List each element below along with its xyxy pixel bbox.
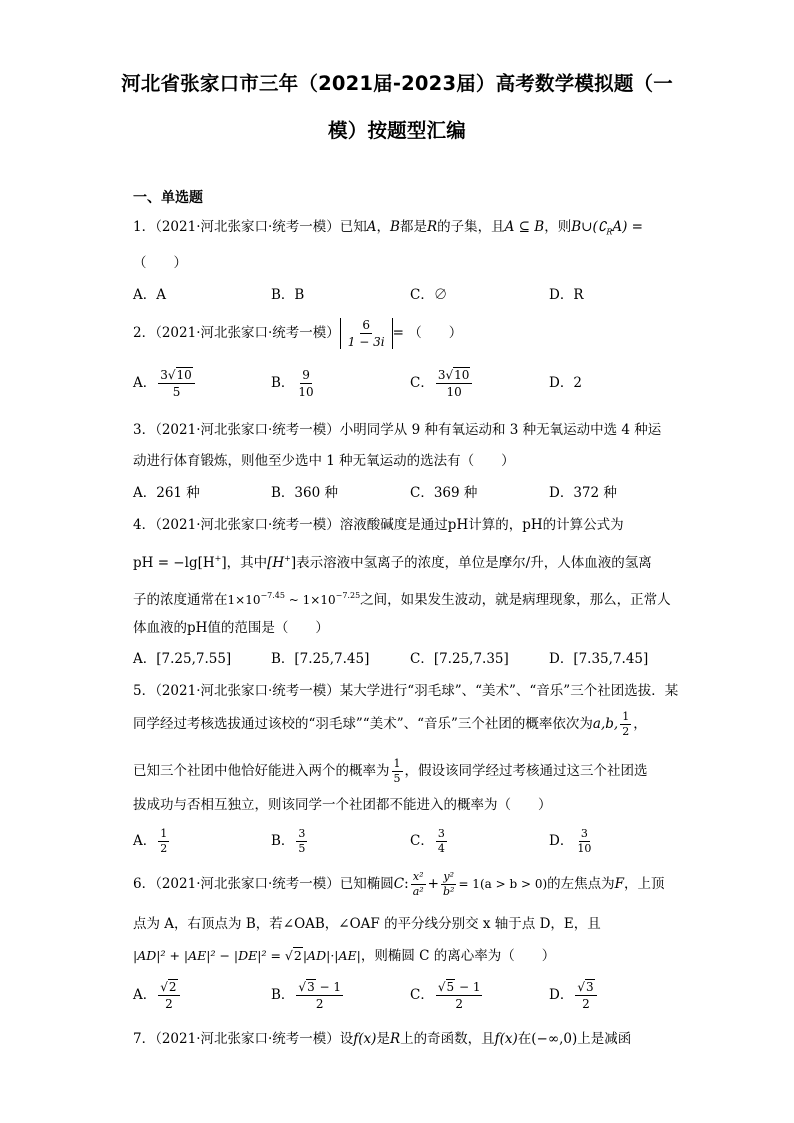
q4-option-c: C．[7.25,7.35] bbox=[410, 651, 509, 667]
section-heading: 一、单选题 bbox=[133, 190, 203, 206]
q5-option-a: A． $\frac{1}{2}$ bbox=[133, 827, 168, 855]
question-3: 3．（2021·河北张家口·统考一模）小明同学从 9 种有氧运动和 3 种无氧运动中选 4 种运 bbox=[133, 422, 662, 438]
q2-abs: $\frac{6}{1 - 3i}$ bbox=[340, 318, 393, 349]
question-2: 2．（2021·河北张家口·统考一模） $\frac{6}{1 - 3i}$ = （ ） bbox=[133, 318, 463, 349]
q6-option-b: B． $\frac{√3 - 1}{2}$ bbox=[271, 980, 342, 1011]
q3-option-a: A．261 种 bbox=[133, 485, 200, 501]
q3-option-d: D．372 种 bbox=[549, 485, 617, 501]
q3-option-b: B．360 种 bbox=[271, 485, 338, 501]
question-4: 4．（2021·河北张家口·统考一模）溶液酸碱度是通过pH计算的，pH的计算公式为 bbox=[133, 517, 624, 533]
q1-option-a: A．A bbox=[133, 287, 166, 303]
q2-option-d: D．2 bbox=[549, 375, 582, 391]
q1-source: （2021·河北张家口·统考一模） bbox=[155, 219, 340, 235]
q6-option-d: D． $\frac{√3}{2}$ bbox=[549, 978, 599, 1012]
q1-paren: （ ） bbox=[133, 255, 187, 271]
q6-line2: 点为 A，右顶点为 B，若∠OAB，∠OAF 的平分线分别交 x 轴于点 D，E，且 bbox=[133, 916, 601, 932]
q5-line4: 拔成功与否相互独立，则该同学一个社团都不能进入的概率为（ ） bbox=[133, 797, 552, 813]
q5-line3: 已知三个社团中他恰好能进入两个的概率为 $\frac{1}{5}$ ，假设该同学经过考核通过这三个社团选 bbox=[133, 757, 648, 785]
q5-line2: 同学经过考核选拔通过该校的“羽毛球”“美术”、“音乐”三个社团的概率依次为a,b, $\frac{1}{2}$ ， bbox=[133, 710, 647, 738]
q4-option-b: B．[7.25,7.45] bbox=[271, 651, 370, 667]
q1-option-b: B．B bbox=[271, 287, 305, 303]
q2-option-a: A． $\frac{3√10}{5}$ bbox=[133, 366, 197, 400]
q6-option-a: A． $\frac{√2}{2}$ bbox=[133, 978, 182, 1012]
q4-line3: 子的浓度通常在$1\times 10^{-7.45}$ ~ $1\times 10^{-7.25}$之间，如果发生波动，就是病理现象，那么，正常人 bbox=[133, 591, 671, 608]
doc-title-line2: 模）按题型汇编 bbox=[328, 119, 466, 142]
q4-line4: 体血液的pH值的范围是（ ） bbox=[133, 620, 329, 636]
q4-line2: pH = −lg[H+]，其中[H+]表示溶液中氢离子的浓度，单位是摩尔/升，人体血液的氢离 bbox=[133, 554, 652, 571]
q4-option-d: D．[7.35,7.45] bbox=[549, 651, 649, 667]
question-6: 6．（2021·河北张家口·统考一模）已知椭圆C: $\frac{\text{x²}}{\text{a²}}$ + $\frac{\text{y²}}{\text{b²}}$ = 1(a > b > 0)的左焦点为F，上顶 bbox=[133, 870, 665, 898]
question-1: 1．（2021·河北张家口·统考一模）已知A，B都是R的子集，且A ⊆ B，则$B\cup(∁_RA)$ = bbox=[133, 219, 643, 237]
q1-option-c: C．∅ bbox=[410, 287, 448, 303]
q3-option-c: C．369 种 bbox=[410, 485, 478, 501]
question-7: 7．（2021·河北张家口·统考一模）设f(x)是R上的奇函数，且f(x)在(−∞,0)上是减函 bbox=[133, 1031, 632, 1047]
q2-option-b: B． $\frac{9}{10}$ bbox=[271, 368, 314, 399]
question-5: 5．（2021·河北张家口·统考一模）某大学进行“羽毛球”、“美术”、“音乐”三个社团选拔．某 bbox=[133, 683, 679, 699]
q3-line2: 动进行体育锻炼，则他至少选中 1 种无氧运动的选法有（ ） bbox=[133, 453, 515, 469]
q2-option-c: C． $\frac{3√10}{10}$ bbox=[410, 366, 474, 400]
q2-number: 2． bbox=[133, 325, 156, 341]
q6-option-c: C． $\frac{√5 - 1}{2}$ bbox=[410, 980, 481, 1011]
q5-option-c: C． $\frac{3}{4}$ bbox=[410, 827, 445, 855]
q5-option-d: D． $\frac{3}{10}$ bbox=[549, 827, 592, 855]
q6-line3: |AD|² + |AE|² − |DE|² = √2|AD|·|AE|，则椭圆 C 的离心率为（ ） bbox=[133, 948, 556, 964]
q4-option-a: A．[7.25,7.55] bbox=[133, 651, 232, 667]
q1-number: 1． bbox=[133, 219, 156, 235]
q1-option-d: D．R bbox=[549, 287, 584, 303]
q5-option-b: B． $\frac{3}{5}$ bbox=[271, 827, 306, 855]
doc-title-line1: 河北省张家口市三年（2021届-2023届）高考数学模拟题（一 bbox=[121, 72, 673, 95]
